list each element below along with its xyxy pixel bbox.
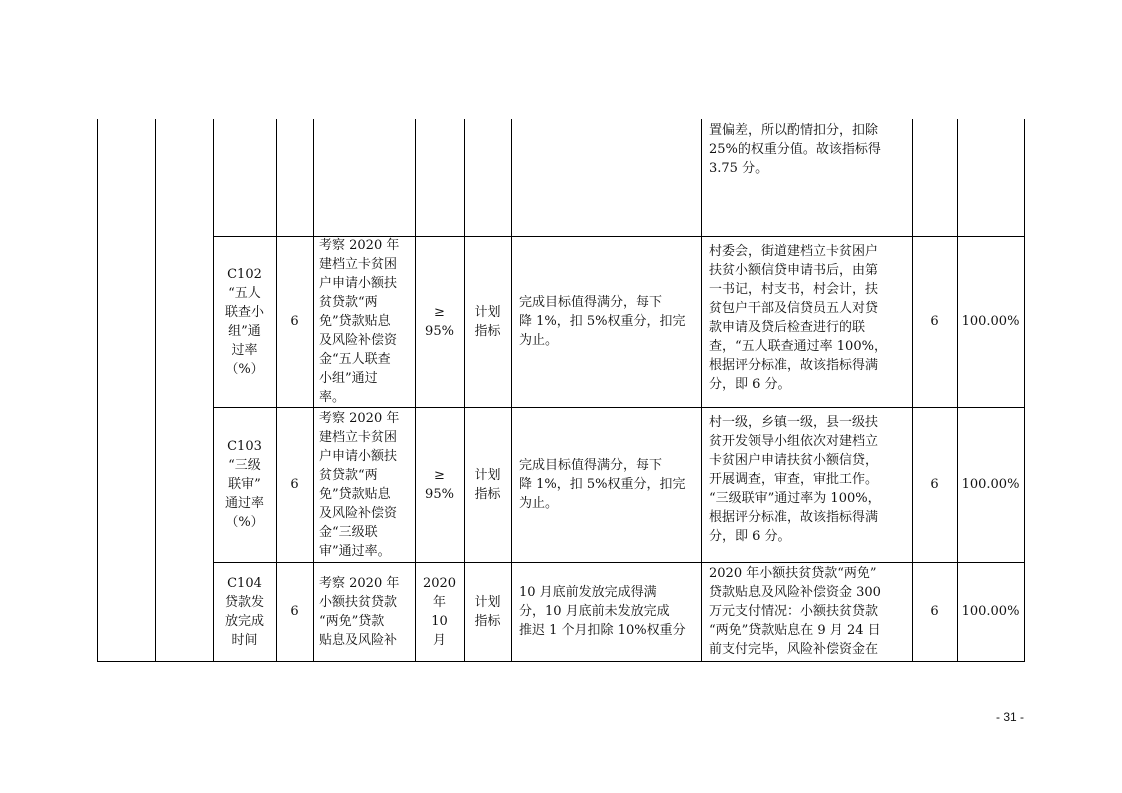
row-3-explanation: 2020 年小额扶贫贷款“两免” 贷款贴息及风险补偿资金 300 万元支付情况：小额扶贫贷款 “两免”贷款贴息在 9 月 24 日 前支付完毕，风险补偿资金在 bbox=[709, 566, 881, 657]
row-3-weight: 6 bbox=[290, 604, 299, 619]
row-3-score: 6 bbox=[930, 604, 939, 619]
row-3-rate: 100.00% bbox=[961, 604, 1020, 619]
row-3-source: 计划 指标 bbox=[474, 594, 501, 629]
row-1-score: 6 bbox=[930, 314, 939, 329]
page-number: - 31 - bbox=[996, 710, 1025, 724]
row-1-source: 计划 指标 bbox=[474, 304, 501, 339]
row-1-standard: 完成目标值得满分，每下 降 1%，扣 5%权重分，扣完 为止。 bbox=[519, 295, 686, 348]
table-border-bottom bbox=[97, 661, 1025, 662]
row-1-target: ≥ 95% bbox=[425, 304, 454, 339]
column-divider bbox=[155, 119, 156, 662]
row-2-rate: 100.00% bbox=[961, 477, 1020, 492]
row-2-source: 计划 指标 bbox=[474, 467, 501, 502]
row-2-explanation: 村一级，乡镇一级，县一级扶 贫开发领导小组依次对建档立 卡贫困户申请扶贫小额信贷， 开展调查，审查，审批工作。 “三级联审”通过率为 100%， 根据评分标准，故该指标得满 分，即 6 分。 bbox=[709, 415, 881, 544]
row-1-weight: 6 bbox=[290, 314, 299, 329]
row-2-target: ≥ 95% bbox=[425, 467, 454, 502]
evaluation-table bbox=[97, 119, 1025, 662]
row-3-target: 2020 年 10 月 bbox=[422, 575, 457, 648]
row-2-weight: 6 bbox=[290, 477, 299, 492]
row-1-code: C102 “五人 联查小 组”通 过率 （%） bbox=[224, 266, 264, 377]
table-border-right bbox=[1024, 119, 1025, 662]
row-1-rate: 100.00% bbox=[961, 314, 1020, 329]
row-0-explanation: 置偏差，所以酌情扣分，扣除 25%的权重分值。故该指标得 3.75 分。 bbox=[709, 123, 881, 176]
row-2-content: 考察 2020 年 建档立卡贫困 户申请小额扶 贫贷款“两 免”贷款贴息 及风险补偿资 金“三级联 审”通过率。 bbox=[319, 410, 400, 559]
row-3-code: C104 贷款发 放完成 时间 bbox=[224, 575, 264, 648]
row-1-content: 考察 2020 年 建档立卡贫困 户申请小额扶 贫贷款“两 免”贷款贴息 及风险补偿资 金“五人联查 小组”通过 率。 bbox=[319, 238, 400, 405]
row-2-code: C103 “三级 联审” 通过率 （%） bbox=[224, 439, 264, 530]
row-3-content: 考察 2020 年 小额扶贫贷款 “两免”贷款 贴息及风险补 bbox=[319, 575, 400, 648]
table-border-left bbox=[97, 119, 98, 662]
row-2-standard: 完成目标值得满分，每下 降 1%，扣 5%权重分，扣完 为止。 bbox=[519, 458, 686, 511]
row-3-standard: 10 月底前发放完成得满 分，10 月底前未发放完成 推迟 1 个月扣除 10%权重分 bbox=[519, 585, 686, 638]
row-1-explanation: 村委会，街道建档立卡贫困户 扶贫小额信贷申请书后，由第 一书记，村支书，村会计，扶 贫包户干部及信贷员五人对贷 款申请及贷后检查进行的联 查，“五人联查通过率 100%， 根据评分标准，故该指标得满 分，即 6 分。 bbox=[709, 244, 887, 392]
row-2-score: 6 bbox=[930, 477, 939, 492]
